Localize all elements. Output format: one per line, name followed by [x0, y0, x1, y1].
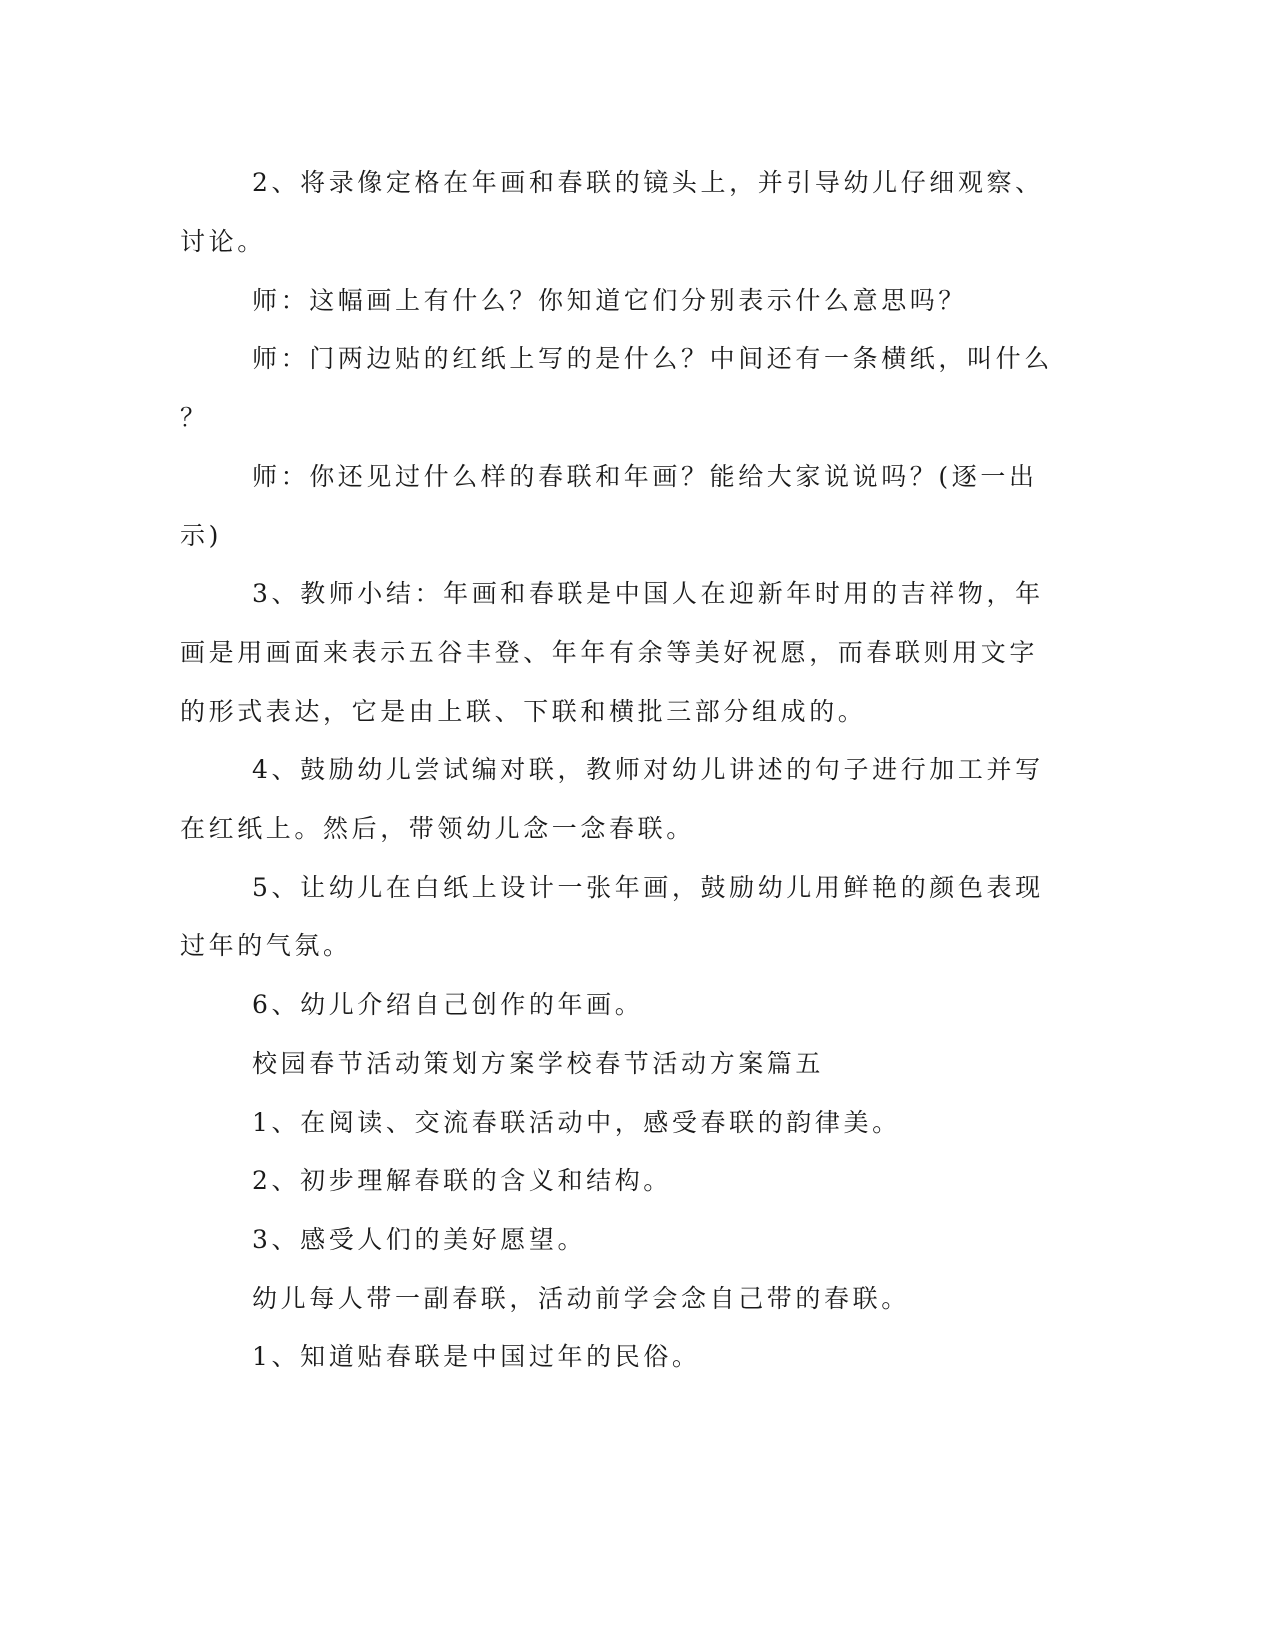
paragraph-line: 师：这幅画上有什么？你知道它们分别表示什么意思吗？	[252, 286, 968, 315]
paragraph-line: 讨论。	[180, 227, 266, 256]
paragraph-line: 过年的气氛。	[180, 931, 352, 960]
paragraph-line: 6、幼儿介绍自己创作的年画。	[252, 990, 644, 1019]
paragraph-line: 示)	[180, 521, 222, 550]
paragraph-line: 师：门两边贴的红纸上写的是什么？中间还有一条横纸，叫什么	[252, 344, 1053, 373]
paragraph-line: 师：你还见过什么样的春联和年画？能给大家说说吗？(逐一出	[252, 462, 1038, 491]
paragraph-line: 2、初步理解春联的含义和结构。	[252, 1166, 672, 1195]
paragraph-line: 在红纸上。然后，带领幼儿念一念春联。	[180, 814, 695, 843]
paragraph-line: 幼儿每人带一副春联，活动前学会念自己带的春联。	[252, 1284, 910, 1313]
paragraph-line: 3、感受人们的美好愿望。	[252, 1225, 587, 1254]
paragraph-line: 2、将录像定格在年画和春联的镜头上，并引导幼儿仔细观察、	[252, 168, 1044, 197]
paragraph-line: 4、鼓励幼儿尝试编对联，教师对幼儿讲述的句子进行加工并写	[252, 755, 1044, 784]
paragraph-line: 5、让幼儿在白纸上设计一张年画，鼓励幼儿用鲜艳的颜色表现	[252, 873, 1044, 902]
paragraph-line: 画是用画面来表示五谷丰登、年年有余等美好祝愿，而春联则用文字	[180, 638, 1039, 667]
paragraph-line: 1、在阅读、交流春联活动中，感受春联的韵律美。	[252, 1108, 901, 1137]
paragraph-line: 1、知道贴春联是中国过年的民俗。	[252, 1342, 701, 1371]
paragraph-line: 3、教师小结：年画和春联是中国人在迎新年时用的吉祥物，年	[252, 579, 1044, 608]
section-heading: 校园春节活动策划方案学校春节活动方案篇五	[252, 1049, 825, 1078]
paragraph-line: ？	[180, 403, 209, 432]
paragraph-line: 的形式表达，它是由上联、下联和横批三部分组成的。	[180, 697, 867, 726]
